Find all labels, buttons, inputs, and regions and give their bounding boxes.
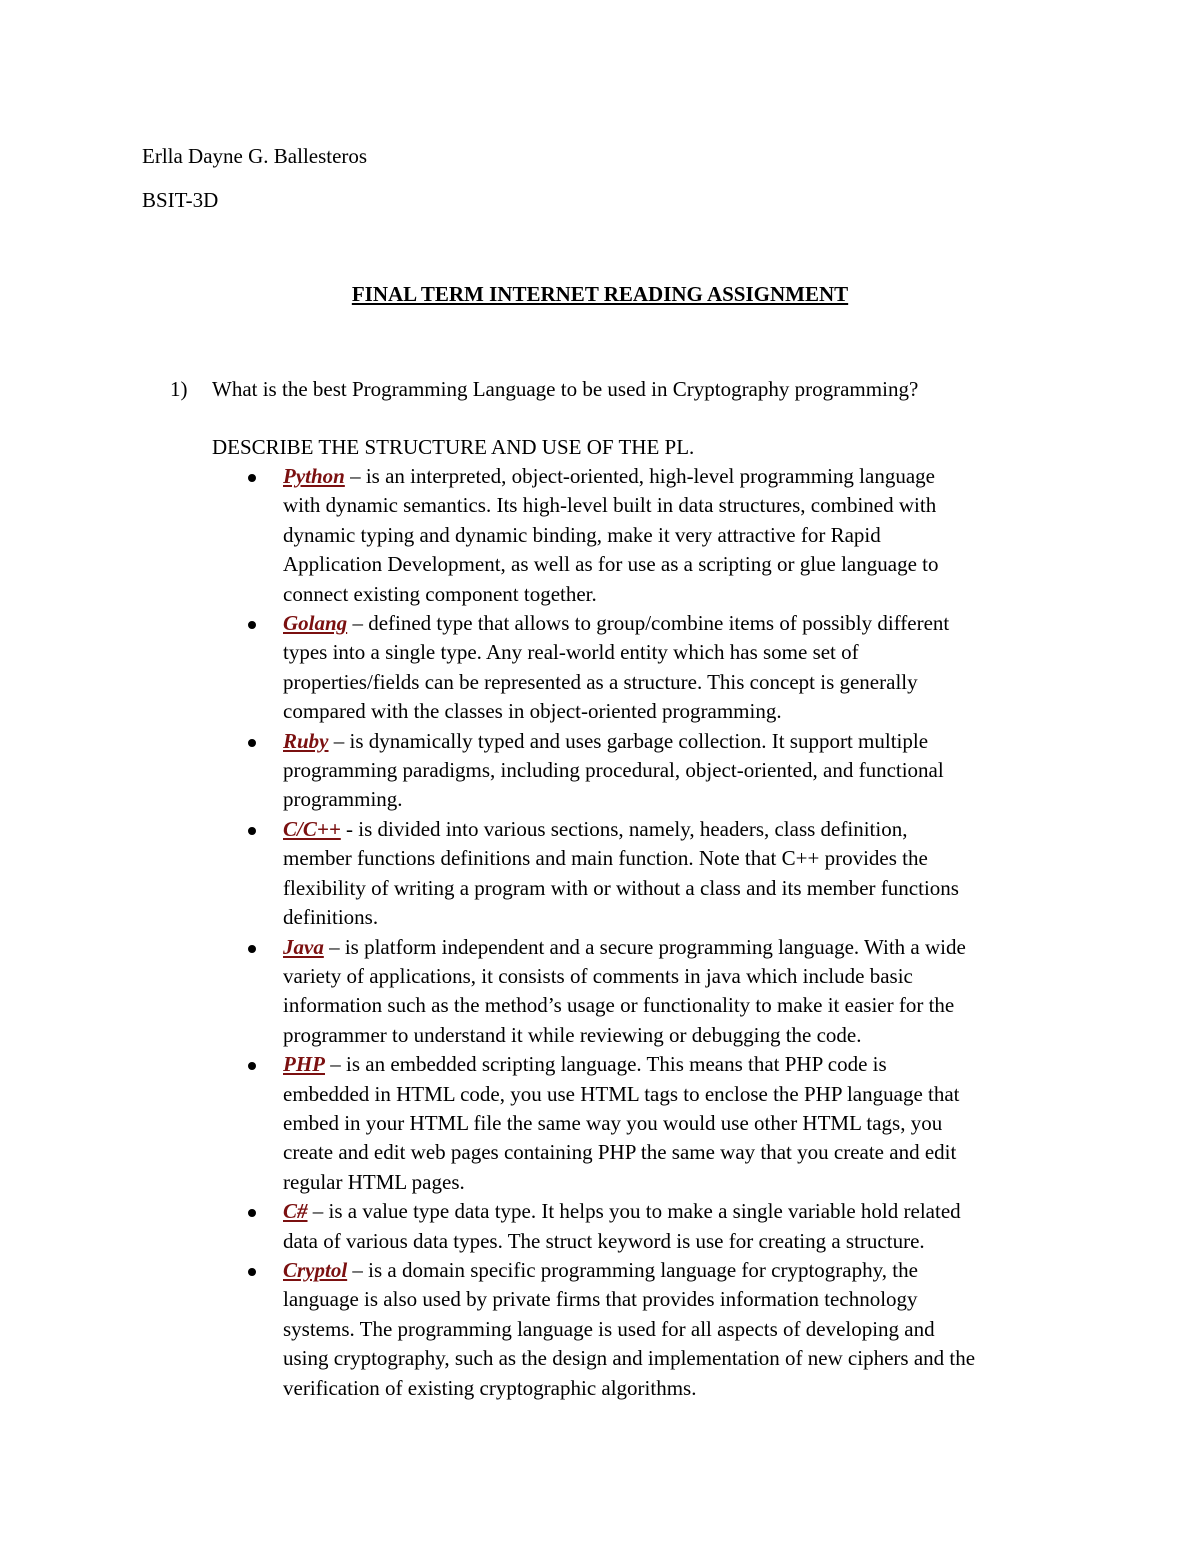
description-text: Application Development, as well as for use as a scripting or glue language to bbox=[283, 552, 939, 577]
list-item bbox=[283, 609, 1073, 727]
bullet-icon bbox=[248, 1209, 256, 1217]
description-line bbox=[283, 874, 1073, 903]
description-line bbox=[283, 756, 1073, 785]
description-text: programming. bbox=[283, 787, 403, 812]
description-line bbox=[283, 1227, 1073, 1256]
description-line bbox=[283, 1138, 1073, 1167]
bullet-icon bbox=[248, 945, 256, 953]
description-line bbox=[283, 668, 1073, 697]
bullet-icon bbox=[248, 1268, 256, 1276]
instruction: DESCRIBE THE STRUCTURE AND USE OF THE PL. bbox=[212, 435, 695, 459]
description-text: data of various data types. The struct keyword is use for creating a structure. bbox=[283, 1228, 925, 1253]
assignment-title: FINAL TERM INTERNET READING ASSIGNMENT bbox=[351, 282, 849, 306]
bullet-icon bbox=[248, 1062, 256, 1070]
description-text: with dynamic semantics. Its high-level built in data structures, combined with bbox=[283, 493, 937, 518]
bullet-icon bbox=[248, 739, 256, 747]
language-term: Cryptol bbox=[283, 1257, 348, 1282]
description-text: properties/fields can be represented as a structure. This concept is generally bbox=[283, 669, 918, 694]
language-term: C/C++ bbox=[283, 816, 341, 841]
description-text: member functions definitions and main function. Note that C++ provides the bbox=[283, 846, 928, 871]
language-term: C# bbox=[283, 1199, 308, 1224]
description-line bbox=[283, 1344, 1073, 1373]
description-line bbox=[283, 785, 1073, 814]
description-text: programmer to understand it while reviewing or debugging the code. bbox=[283, 1022, 862, 1047]
description-text: embed in your HTML file the same way you would use other HTML tags, you bbox=[283, 1110, 943, 1135]
description-line bbox=[283, 491, 1073, 520]
description-line bbox=[283, 962, 1073, 991]
description-text: – is an embedded scripting language. This means that PHP code is bbox=[325, 1052, 887, 1077]
language-term: PHP bbox=[283, 1052, 325, 1077]
question bbox=[170, 375, 918, 404]
description-text: – defined type that allows to group/combine items of possibly different bbox=[347, 611, 950, 636]
list-item bbox=[283, 933, 1073, 1051]
description-line bbox=[283, 1197, 1073, 1226]
description-line bbox=[283, 1285, 1073, 1314]
description-text: flexibility of writing a program with or without a class and its member functions bbox=[283, 875, 959, 900]
description-line bbox=[283, 550, 1073, 579]
description-text: language is also used by private firms that provides information technology bbox=[283, 1287, 918, 1312]
description-text: definitions. bbox=[283, 905, 379, 930]
student-section: BSIT-3D bbox=[142, 188, 219, 212]
description-line bbox=[283, 933, 1073, 962]
language-term: Java bbox=[283, 934, 324, 959]
description-text: – is platform independent and a secure programming language. With a wide bbox=[323, 934, 966, 959]
description-text: - is divided into various sections, namely, headers, class definition, bbox=[340, 816, 908, 841]
list-item bbox=[283, 727, 1073, 815]
description-line bbox=[283, 1168, 1073, 1197]
description-text: using cryptography, such as the design and implementation of new ciphers and the bbox=[283, 1346, 976, 1371]
description-text: verification of existing cryptographic algorithms. bbox=[283, 1375, 697, 1400]
bullet-icon bbox=[248, 621, 256, 629]
language-term: Golang bbox=[283, 611, 348, 636]
description-line bbox=[283, 697, 1073, 726]
description-line bbox=[283, 844, 1073, 873]
description-line bbox=[283, 903, 1073, 932]
description-line bbox=[283, 727, 1073, 756]
description-text: variety of applications, it consists of comments in java which include basic bbox=[283, 963, 913, 988]
description-text: create and edit web pages containing PHP the same way that you create and edit bbox=[283, 1140, 957, 1165]
description-line bbox=[283, 1021, 1073, 1050]
description-text: information such as the method’s usage or functionality to make it easier for the bbox=[283, 993, 955, 1018]
student-name: Erlla Dayne G. Ballesteros bbox=[142, 144, 368, 168]
list-item bbox=[283, 462, 1073, 609]
language-list bbox=[283, 462, 1073, 1403]
question-text: What is the best Programming Language to be used in Cryptography programming? bbox=[212, 377, 919, 401]
bullet-icon bbox=[248, 474, 256, 482]
description-text: embedded in HTML code, you use HTML tags to enclose the PHP language that bbox=[283, 1081, 960, 1106]
bullet-icon bbox=[248, 827, 256, 835]
list-item bbox=[283, 1197, 1073, 1256]
question-number: 1) bbox=[170, 377, 188, 401]
description-text: systems. The programming language is used for all aspects of developing and bbox=[283, 1316, 935, 1341]
description-line bbox=[283, 1080, 1073, 1109]
description-line bbox=[283, 462, 1073, 491]
description-line bbox=[283, 1315, 1073, 1344]
description-text: programming paradigms, including procedural, object-oriented, and functional bbox=[283, 758, 944, 783]
description-text: connect existing component together. bbox=[283, 581, 597, 606]
description-line bbox=[283, 1374, 1073, 1403]
description-line bbox=[283, 815, 1073, 844]
list-item bbox=[283, 1256, 1073, 1403]
description-text: compared with the classes in object-oriented programming. bbox=[283, 699, 782, 724]
list-item bbox=[283, 1050, 1073, 1197]
description-line bbox=[283, 1050, 1073, 1079]
description-text: dynamic typing and dynamic binding, make it very attractive for Rapid bbox=[283, 522, 881, 547]
description-line bbox=[283, 638, 1073, 667]
language-term: Ruby bbox=[283, 728, 329, 753]
list-item bbox=[283, 815, 1073, 933]
language-term: Python bbox=[283, 464, 345, 488]
description-line bbox=[283, 609, 1073, 638]
description-text: – is a domain specific programming language for cryptography, the bbox=[347, 1257, 918, 1282]
description-text: – is an interpreted, object-oriented, high-level programming language bbox=[344, 464, 935, 488]
description-text: types into a single type. Any real-world entity which has some set of bbox=[283, 640, 859, 665]
description-text: – is a value type data type. It helps you to make a single variable hold related bbox=[307, 1199, 961, 1224]
description-line bbox=[283, 1109, 1073, 1138]
description-text: regular HTML pages. bbox=[283, 1169, 465, 1194]
description-line bbox=[283, 580, 1073, 609]
description-line bbox=[283, 521, 1073, 550]
description-text: – is dynamically typed and uses garbage collection. It support multiple bbox=[328, 728, 929, 753]
description-line bbox=[283, 1256, 1073, 1285]
description-line bbox=[283, 991, 1073, 1020]
